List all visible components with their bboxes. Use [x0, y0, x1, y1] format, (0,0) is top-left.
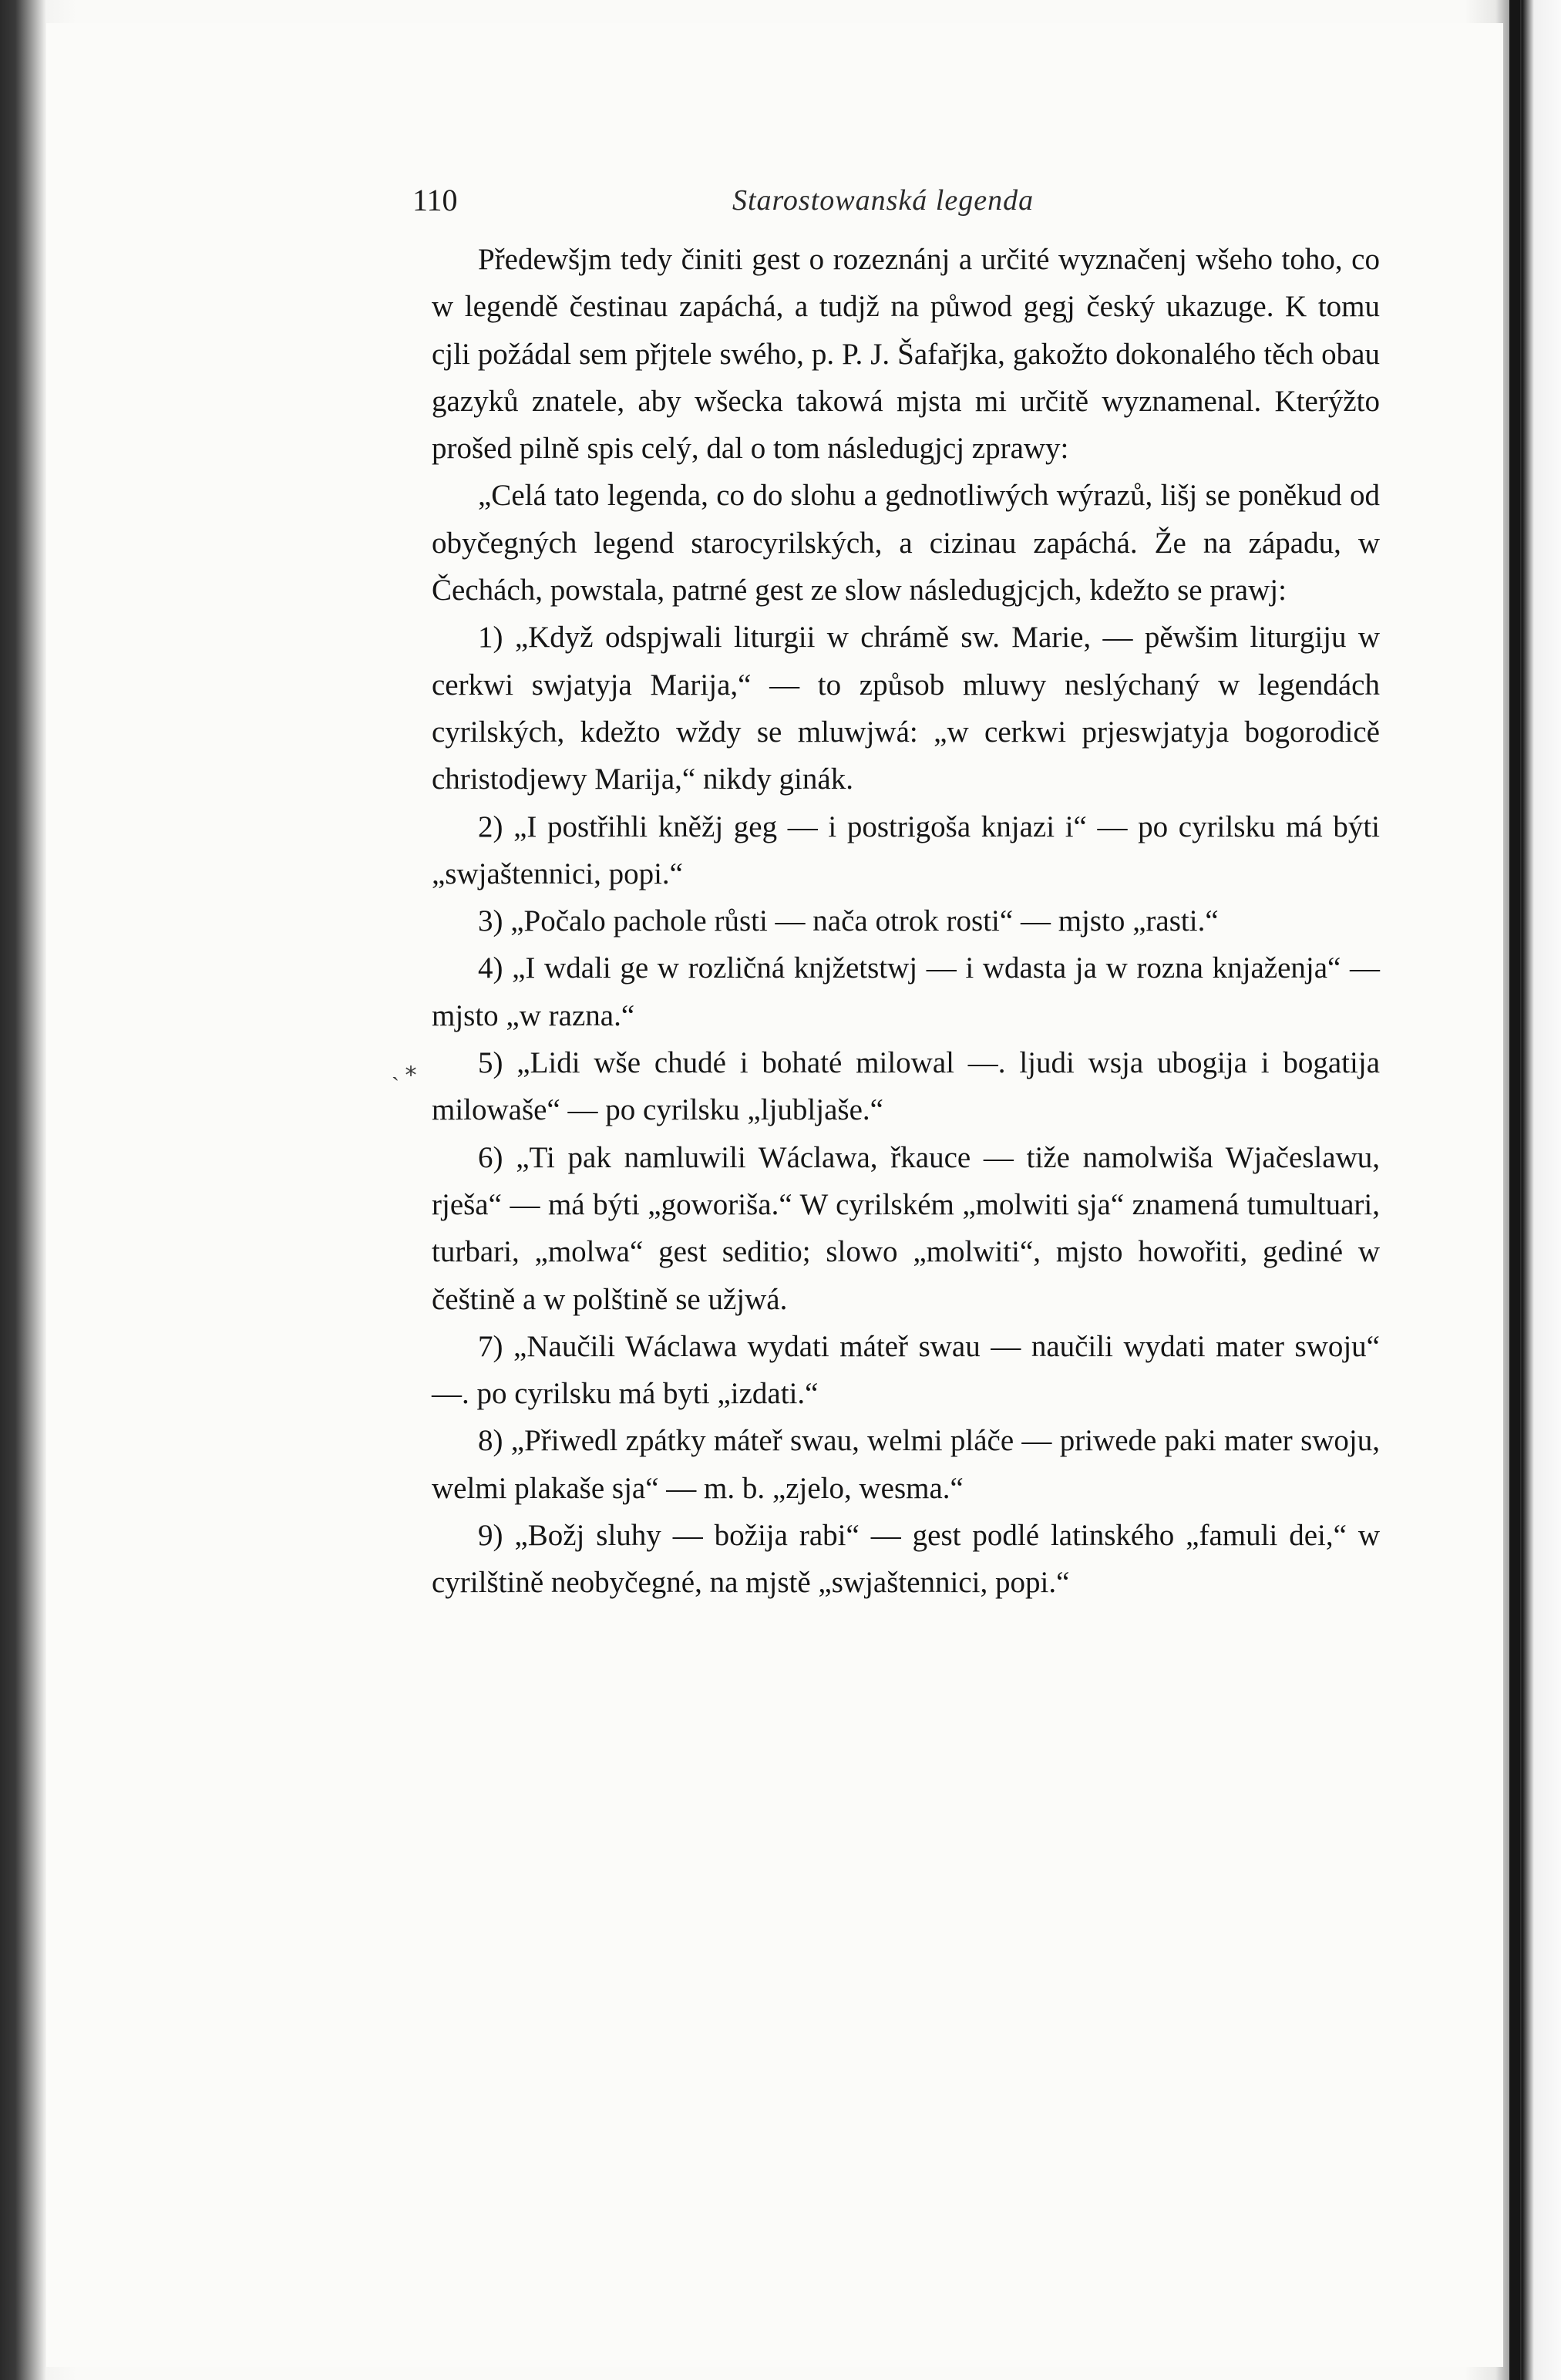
paragraph: Předewšjm tedy činiti gest o rozeznánj a určité wyznačenj wšeho toho, co w legendě čestinau zapáchá, a tudjž na půwod gegj český ukazuge. K tomu cjli požádal sem přjtele swého, p. P. J. Šafařjka, gakožto dokonalého těch obau gazyků znatele, aby wšecka takowá mjsta mi určitě wyznamenal. Kterýžto prošed pilně spis celý, dal o tom následugjcj zprawy: [432, 243, 1380, 466]
list-item: 1) „Když odspjwali liturgii w chrámě sw. Marie, — pěwšim liturgiju w cerkwi swjatyja Marija,“ — to způsob mluwy neslýchaný w legendách cyrilských, kdežto wždy se mluwjwá: „w cerkwi prjeswjatyja bogorodicě christodjewy Marija,“ nikdy ginák. [432, 621, 1380, 796]
list-item: 9) „Božj sluhy — božija rabi“ — gest podlé latinského „famuli dei,“ w cyrilštině neobyčegné, na mjstě „swjaštennici, popi.“ [432, 1519, 1380, 1600]
page-header [0, 182, 1561, 228]
paragraph: „Celá tato legenda, co do slohu a gednotliwých wýrazů, lišj se poněkud od obyčegných legend starocyrilských, a cizinau zapáchá. Že na západu, w Čechách, powstala, patrné gest ze slow následugjcjch, kdežto se prawj: [432, 479, 1380, 608]
page-number: 110 [412, 183, 458, 217]
book-edge [1509, 0, 1520, 2380]
list-item: 2) „I postřihli kněžj geg — i postrigoša knjazi i“ — po cyrilsku má býti „swjaštennici, popi.“ [432, 810, 1380, 890]
margin-mark: ˎ ⁎ [392, 1055, 417, 1081]
list-item: 8) „Přiwedl zpátky máteř swau, welmi pláče — priwede paki mater swoju, welmi plakaše sja“ — m. b. „zjelo, wesma.“ [432, 1424, 1380, 1505]
list-item: 6) „Ti pak namluwili Wáclawa, řkauce — tiže namolwiša Wjačeslawu, rješa“ — má býti „goworiša.“ W cyrilském „molwiti sja“ znamená tumultuari, turbari, „molwa“ gest seditio; slowo „molwiti“, mjsto howořiti, gediné w češtině a w polštině se užjwá. [432, 1140, 1380, 1316]
list-item: 5) „Lidi wše chudé i bohaté milowal —. ljudi wsja ubogija i bogatija milowaše“ — po cyrilsku „ljubljaše.“ [432, 1046, 1380, 1127]
body-text [432, 236, 1380, 1607]
running-title: Starostowanská legenda [732, 184, 1034, 217]
list-item: 3) „Počalo pachole růsti — nača otrok rosti“ — mjsto „rasti.“ [478, 904, 1219, 938]
list-item: 4) „I wdali ge w rozličná knjžetstwj — i wdasta ja w rozna knjaženja“ — mjsto „w razna.“ [432, 951, 1380, 1032]
list-item: 7) „Naučili Wáclawa wydati máteř swau — naučili wydati mater swoju“ —. po cyrilsku má byti „izdati.“ [432, 1329, 1380, 1411]
